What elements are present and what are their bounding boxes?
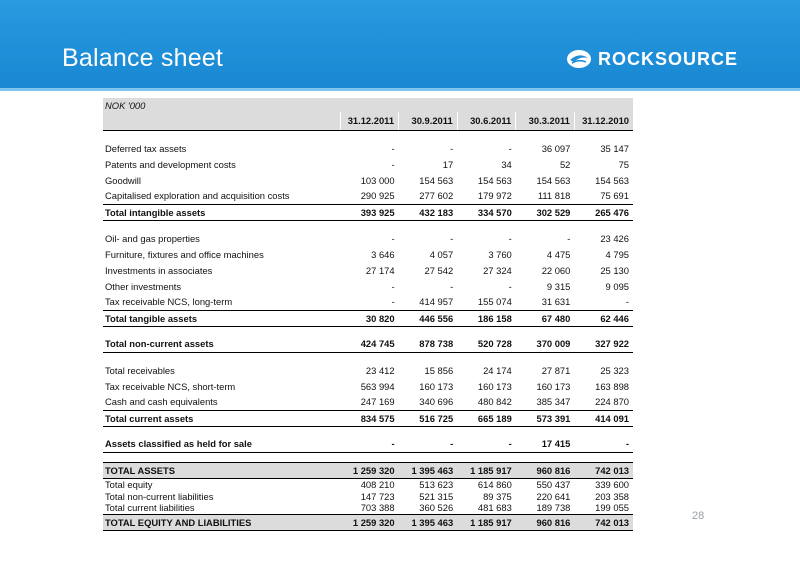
cell-value: 4 057 <box>429 248 454 260</box>
total-row <box>103 514 633 530</box>
cell-value: 163 898 <box>595 380 629 392</box>
cell-value: 414 957 <box>419 296 454 308</box>
cell-value: 27 324 <box>483 264 512 276</box>
cell-value: - <box>340 436 399 452</box>
cell-value: 1 395 463 <box>399 514 458 530</box>
cell-value: - <box>391 158 395 170</box>
cell-value: 614 860 <box>477 478 512 490</box>
cell-value: - <box>391 232 395 244</box>
page-title: Balance sheet <box>62 44 224 72</box>
cell-value: 75 <box>618 158 629 170</box>
cell-value: - <box>625 296 629 308</box>
cell-value: 154 563 <box>536 174 571 186</box>
unit-label: NOK '000 <box>103 98 340 112</box>
cell-value: 1 185 917 <box>457 514 516 530</box>
subtotal-row <box>103 436 633 452</box>
cell-value: 27 871 <box>541 364 571 376</box>
subtotal-row <box>103 336 633 352</box>
row-label: Total tangible assets <box>103 310 340 326</box>
row-label: TOTAL EQUITY AND LIABILITIES <box>103 514 340 530</box>
cell-value: 147 723 <box>360 490 395 502</box>
cell-value: 834 575 <box>340 410 399 426</box>
table-row <box>103 188 633 204</box>
cell-value: 189 738 <box>536 502 571 514</box>
cell-value: 179 972 <box>477 190 512 202</box>
row-label: Oil- and gas properties <box>105 232 200 244</box>
cell-value: 370 009 <box>516 336 575 352</box>
row-label: Total equity <box>105 478 153 490</box>
cell-value: 302 529 <box>516 204 575 220</box>
cell-value: 154 563 <box>477 174 512 186</box>
row-label: Total receivables <box>105 364 175 376</box>
cell-value: 203 358 <box>595 490 629 502</box>
cell-value: 481 683 <box>477 502 512 514</box>
cell-value: - <box>457 436 516 452</box>
cell-value: 521 315 <box>419 490 454 502</box>
cell-value: - <box>508 142 512 154</box>
cell-value: 22 060 <box>541 264 571 276</box>
cell-value: 327 922 <box>574 336 633 352</box>
cell-value: - <box>391 142 395 154</box>
cell-value: 17 415 <box>516 436 575 452</box>
row-label: Deferred tax assets <box>105 142 187 154</box>
cell-value: - <box>450 232 454 244</box>
cell-value: 340 696 <box>419 396 454 408</box>
table-row <box>103 156 633 172</box>
subtotal-row <box>103 204 633 220</box>
row-label: Tax receivable NCS, short-term <box>105 380 236 392</box>
row-label: Capitalised exploration and acquisition costs <box>105 190 290 202</box>
cell-value: 4 475 <box>546 248 571 260</box>
row-label: Patents and development costs <box>105 158 236 170</box>
cell-value: - <box>391 280 395 292</box>
cell-value: 4 795 <box>605 248 629 260</box>
cell-value: 446 556 <box>399 310 458 326</box>
subtotal-row <box>103 310 633 326</box>
page-number: 28 <box>692 510 705 522</box>
company-logo <box>566 46 738 72</box>
cell-value: 160 173 <box>536 380 571 392</box>
cell-value: 1 185 917 <box>457 462 516 478</box>
row-label: Investments in associates <box>105 264 213 276</box>
cell-value: 62 446 <box>574 310 633 326</box>
cell-value: 247 169 <box>360 396 395 408</box>
cell-value: 550 437 <box>536 478 571 490</box>
cell-value: 432 183 <box>399 204 458 220</box>
column-header: 30.6.2011 <box>457 112 516 130</box>
cell-value: 154 563 <box>595 174 629 186</box>
cell-value: 27 174 <box>365 264 395 276</box>
unit-row <box>103 98 633 112</box>
row-label: Cash and cash equivalents <box>105 396 218 408</box>
cell-value: 103 000 <box>360 174 395 186</box>
cell-value: 35 147 <box>600 142 629 154</box>
table-row <box>103 490 633 502</box>
table-row <box>103 278 633 294</box>
table-row <box>103 502 633 514</box>
cell-value: 3 760 <box>488 248 512 260</box>
subtotal-row <box>103 410 633 426</box>
table-row <box>103 394 633 410</box>
cell-value: 224 870 <box>595 396 629 408</box>
cell-value: 30 820 <box>340 310 399 326</box>
total-row <box>103 462 633 478</box>
rocksource-logo-icon <box>566 48 592 70</box>
cell-value: 111 818 <box>537 190 571 202</box>
table-row <box>103 140 633 156</box>
cell-value: 265 476 <box>574 204 633 220</box>
cell-value: - <box>508 232 512 244</box>
cell-value: 360 526 <box>419 502 454 514</box>
table-row <box>103 246 633 262</box>
cell-value: 25 130 <box>600 264 629 276</box>
cell-value: 960 816 <box>516 514 575 530</box>
cell-value: 15 856 <box>424 364 454 376</box>
cell-value: 480 842 <box>477 396 512 408</box>
cell-value: 513 623 <box>419 478 454 490</box>
row-label: Total non-current assets <box>103 336 340 352</box>
row-label: Total current liabilities <box>105 502 195 514</box>
cell-value: 89 375 <box>483 490 512 502</box>
cell-value: 23 412 <box>365 364 395 376</box>
row-label: Tax receivable NCS, long-term <box>105 296 233 308</box>
cell-value: - <box>399 436 458 452</box>
row-label: Total non-current liabilities <box>105 490 214 502</box>
row-label: Goodwill <box>105 174 141 186</box>
cell-value: 1 259 320 <box>340 514 399 530</box>
cell-value: 25 323 <box>600 364 629 376</box>
cell-value: 220 641 <box>536 490 571 502</box>
column-header: 31.12.2010 <box>574 112 633 130</box>
cell-value: - <box>450 280 454 292</box>
cell-value: 75 691 <box>600 190 629 202</box>
cell-value: 1 259 320 <box>340 462 399 478</box>
cell-value: 878 738 <box>399 336 458 352</box>
cell-value: 160 173 <box>477 380 512 392</box>
column-header: 30.9.2011 <box>399 112 458 130</box>
cell-value: 3 646 <box>371 248 395 260</box>
row-label: Total current assets <box>103 410 340 426</box>
cell-value: 277 602 <box>419 190 454 202</box>
cell-value: 424 745 <box>340 336 399 352</box>
cell-value: 563 994 <box>360 380 395 392</box>
cell-value: 199 055 <box>595 502 629 514</box>
table-row <box>103 294 633 310</box>
balance-sheet-table <box>103 98 633 531</box>
cell-value: 393 925 <box>340 204 399 220</box>
cell-value: - <box>508 280 512 292</box>
cell-value: 742 013 <box>574 462 633 478</box>
cell-value: 9 095 <box>605 280 629 292</box>
cell-value: 339 600 <box>595 478 629 490</box>
cell-value: 9 315 <box>546 280 571 292</box>
logo-wordmark: ROCKSOURCE <box>598 48 739 69</box>
cell-value: 186 158 <box>457 310 516 326</box>
cell-value: 1 395 463 <box>399 462 458 478</box>
cell-value: 290 925 <box>360 190 395 202</box>
row-label: Furniture, fixtures and office machines <box>105 248 264 260</box>
cell-value: 154 563 <box>419 174 454 186</box>
cell-value: - <box>567 232 571 244</box>
column-header: 31.12.2011 <box>340 112 399 130</box>
cell-value: 24 174 <box>483 364 512 376</box>
cell-value: 665 189 <box>457 410 516 426</box>
cell-value: 17 <box>442 158 454 170</box>
cell-value: 31 631 <box>541 296 571 308</box>
table-row <box>103 230 633 246</box>
cell-value: 573 391 <box>516 410 575 426</box>
cell-value: 334 570 <box>457 204 516 220</box>
row-label: Assets classified as held for sale <box>103 436 340 452</box>
cell-value: 385 347 <box>536 396 571 408</box>
row-label: Total intangible assets <box>103 204 340 220</box>
row-label: TOTAL ASSETS <box>103 462 340 478</box>
table-row <box>103 172 633 188</box>
cell-value: 520 728 <box>457 336 516 352</box>
cell-value: - <box>391 296 395 308</box>
cell-value: 36 097 <box>541 142 571 154</box>
table-row <box>103 262 633 278</box>
table-row <box>103 362 633 378</box>
column-header: 30.3.2011 <box>516 112 575 130</box>
cell-value: 742 013 <box>574 514 633 530</box>
table-row <box>103 478 633 490</box>
cell-value: - <box>450 142 454 154</box>
header-divider <box>0 88 800 91</box>
column-header-row <box>103 112 633 130</box>
row-label: Other investments <box>105 280 182 292</box>
cell-value: 960 816 <box>516 462 575 478</box>
cell-value: 23 426 <box>600 232 629 244</box>
cell-value: 34 <box>501 158 512 170</box>
cell-value: 414 091 <box>574 410 633 426</box>
cell-value: 703 388 <box>360 502 395 514</box>
cell-value: 27 542 <box>424 264 454 276</box>
cell-value: 155 074 <box>477 296 512 308</box>
cell-value: 516 725 <box>399 410 458 426</box>
cell-value: 52 <box>559 158 571 170</box>
table-row <box>103 378 633 394</box>
cell-value: 160 173 <box>419 380 454 392</box>
cell-value: 67 480 <box>516 310 575 326</box>
cell-value: - <box>574 436 633 452</box>
cell-value: 408 210 <box>360 478 395 490</box>
